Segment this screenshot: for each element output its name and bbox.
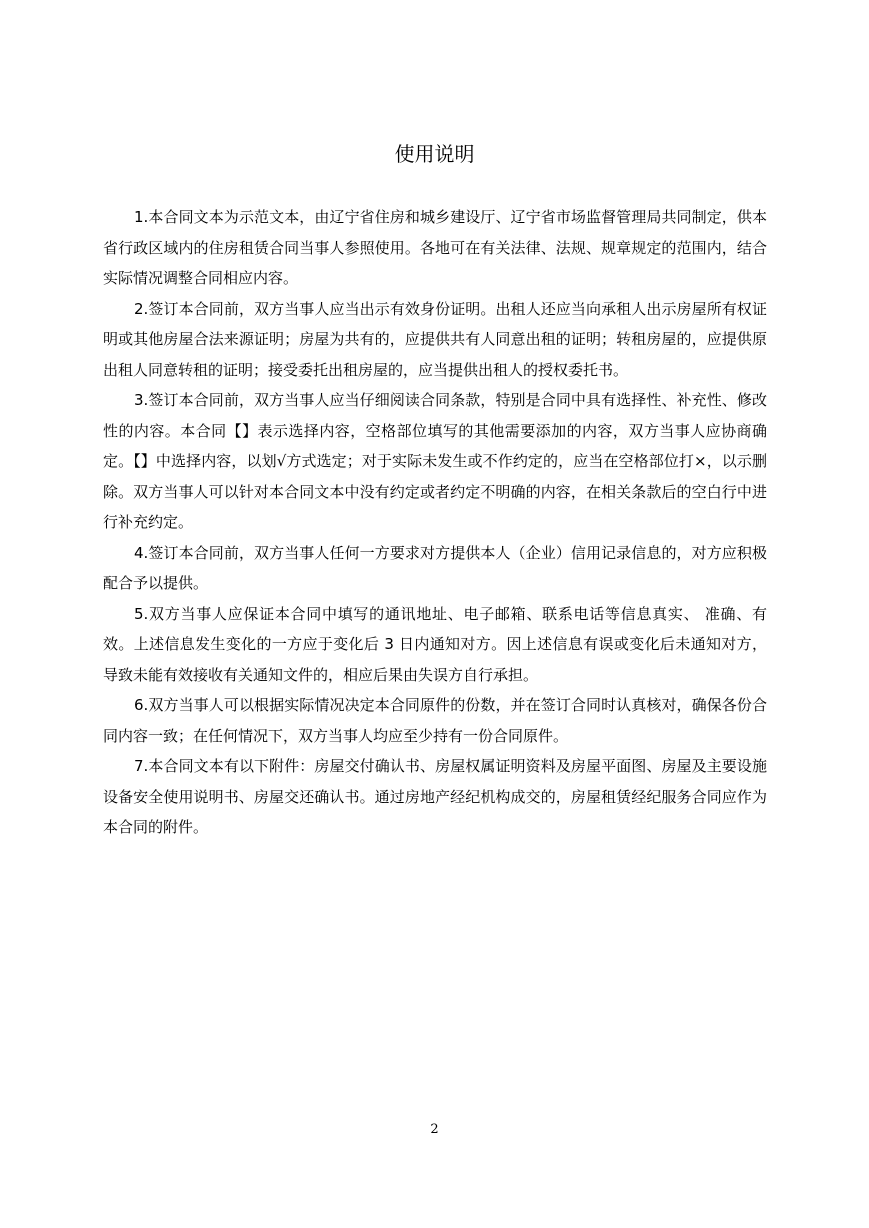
- instruction-paragraph-2: 2.签订本合同前，双方当事人应当出示有效身份证明。出租人还应当向承租人出示房屋所有权证明或其他房屋合法来源证明；房屋为共有的，应提供共有人同意出租的证明；转租房屋的，应提供原出租人同意转租的证明；接受委托出租房屋的，应当提供出租人的授权委托书。: [103, 299, 767, 379]
- instruction-paragraph-7: 7.本合同文本有以下附件：房屋交付确认书、房屋权属证明资料及房屋平面图、房屋及主要设施设备安全使用说明书、房屋交还确认书。通过房地产经纪机构成交的，房屋租赁经纪服务合同应作为本合同的附件。: [103, 757, 767, 836]
- page-title: 使用说明: [394, 142, 475, 166]
- instruction-paragraph-3: 3.签订本合同前，双方当事人应当仔细阅读合同条款，特别是合同中具有选择性、补充性、修改性的内容。本合同【】表示选择内容，空格部位填写的其他需要添加的内容，双方当事人应协商确定。【】中选择内容，以划√方式选定；对于实际未发生或不作约定的，应当在空格部位打×，以示删除。双方当事人可以针对本合同文本中没有约定或者约定不明确的内容，在相关条款后的空白行中进行补充约定。: [103, 391, 767, 531]
- instruction-paragraph-6: 6.双方当事人可以根据实际情况决定本合同原件的份数，并在签订合同时认真核对，确保各份合同内容一致；在任何情况下，双方当事人均应至少持有一份合同原件。: [103, 696, 767, 745]
- page-number: 2: [430, 1122, 439, 1137]
- instruction-paragraph-5: 5.双方当事人应保证本合同中填写的通讯地址、电子邮箱、联系电话等信息真实、 准确、有效。上述信息发生变化的一方应于变化后 3 日内通知对方。因上述信息有误或变化后未通知对方，导致未能有效接收有关通知文件的，相应后果由失误方自行承担。: [103, 604, 767, 684]
- instruction-paragraph-1: 1.本合同文本为示范文本，由辽宁省住房和城乡建设厅、辽宁省市场监督管理局共同制定，供本省行政区域内的住房租赁合同当事人参照使用。各地可在有关法律、法规、规章规定的范围内，结合实际情况调整合同相应内容。: [103, 208, 767, 287]
- instruction-paragraph-4: 4.签订本合同前，双方当事人任何一方要求对方提供本人（企业）信用记录信息的，对方应积极配合予以提供。: [103, 543, 767, 592]
- instructions-body: [103, 202, 767, 843]
